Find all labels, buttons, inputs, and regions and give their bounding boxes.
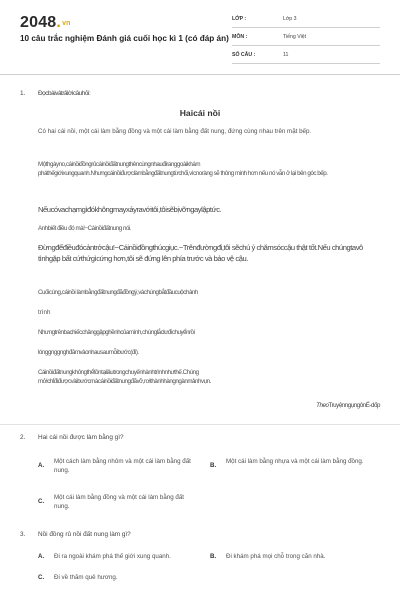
meta-row-class: LỚP : Lớp 3	[232, 10, 380, 28]
story-paragraph: Cáinồiđấtnungkhôngthểtồntạilâutrongchuyếnhànhtrìnhnhưthế.Chúng mởichỉđiđượcvàibướcmàcáinồiđấtnungđãvỡ,rơithànhhàngngànmảnhvụn.	[38, 369, 211, 385]
meta-table	[232, 10, 380, 64]
header	[0, 0, 400, 74]
worksheet-page: 2048.vn 10 câu trắc nghiệm Đánh giá cuối học kì 1 (có đáp án) LỚP : Lớp 3 MÔN : Tiếng Việt SỐ CÂU : 11 1. Đọcbàivàtrảlờicâuhỏi: Haicái nồi Có hai cái nồi, một cái làm bằng đồng và một cái làm bằng đất nung, đứng cùng nhau trên mặt bếp. Mộthgàyno,cáinồiđồngrủcáinồiđấtnungthêncùngnhauđiranggoàikhám pháthếgiớixungquanh.Nhưngcáinồiđượclàmbằngđấtnungtừchối,vìcnoràng sẽ thông minh hơn nếu nó vẫn ở lại bên góc bếp. Nếucóvachạmgìđókhôngmayxảyravớitôi,tôisẽbịvỡngaylậptức. Anhbiết điều đó mà!−Cáinồiđấtnung nói. Đừngđểđiềuđócảntrởcậu!−Cáinồiđồngthúcgiục.−Trênđườngđi,tôi sẽchú ý chămsóccậu thật tốt.Nếu chúngtavô tìnhgặp bất cứthứgìcứng hơn,tôi sẽ đứng lên phía trước và bảo vệ cậu. Cuốicùng,cáinồi làmbằngđấtnungđãđồngý,vàchúngbắtđầucuộchành trình Nhưngtrênbachiếcchânggậpghềnhcủamình,chúnglắclưđichuyểnrồi lónggnggnghđâmvàonhausaumỗibước(đi). Cáinồiđấtnungkhôngthểtồntạilâutrongchuyếnhànhtrìnhnhưthế.Chúng mởichỉđiđượcvàibướcmàcáinồiđấtnungđãvỡ,rơithànhhàngngànmảnhvụn. TheoTruyệnngụngônÉ-dốp 2. Hai cái nồi được làm bằng gì? A. Một cách làm bằng nhôm và một cái làm bằng đất nung. B. Một cái làm bằng nhựa và một cái làm bằng đồng. C. Một cái làm bằng đồng và một cái làm bằng đất nung. 3. Nồi đồng rủ nồi đất nung làm gì? A. Đi ra ngoài khám phá thế giới xung quanh. B. Đi khám phá mọi chỗ trong căn nhà. C. Đi về thăm quê hương.	[0, 0, 400, 600]
story-paragraph: lónggnggnghđâmvàonhausaumỗibước(đi).	[38, 349, 139, 356]
meta-row-subject: MÔN : Tiếng Việt	[232, 28, 380, 46]
story-paragraph: trình	[38, 309, 51, 316]
story-paragraph: Nếucóvachạmgìđókhôngmayxảyravớitôi,tôisẽbịvỡngaylậptức.	[38, 205, 222, 214]
question-instruction: Đọcbàivàtrảlờicâuhỏi:	[38, 90, 91, 97]
story-paragraph: Cuốicùng,cáinồi làmbằngđấtnungđãđồngý,vàchúngbắtđầucuộchành	[38, 289, 198, 296]
question-number: 3.	[20, 531, 26, 538]
story-paragraph: Anhbiết điều đó mà!−Cáinồiđấtnung nói.	[38, 225, 132, 232]
story-paragraph: Mộthgàyno,cáinồiđồngrủcáinồiđấtnungthêncùngnhauđiranggoàikhám pháthếgiớixungquanh.Nhưngcáinồiđượclàmbằngđấtnungtừchối,vìcnoràng sẽ thông minh hơn nếu nó vẫn ở lại bên góc bếp.	[38, 161, 328, 177]
story-title: Haicái nồi	[179, 108, 221, 118]
site-logo[interactable]: 2048.vn	[20, 14, 71, 31]
question-text: Nồi đồng rủ nồi đất nung làm gì?	[38, 531, 131, 538]
story-paragraph: Có hai cái nồi, một cái làm bằng đồng và một cái làm bằng đất nung, đứng cùng nhau trên mặt bếp.	[38, 128, 312, 135]
header-divider	[0, 74, 400, 75]
question-number: 2.	[20, 434, 26, 441]
document-title: 10 câu trắc nghiệm Đánh giá cuối học kì 1 (có đáp án)	[20, 34, 229, 43]
story-paragraph: Đừngđểđiềuđócảntrởcậu!−Cáinồiđồngthúcgiục.−Trênđườngđi,tôi sẽchú ý chămsóccậu thật tốt.Nếu chúngtavô tìnhgặp bất cứthứgìcứng hơn,tôi sẽ đứng lên phía trước và bảo vệ cậu.	[38, 243, 363, 263]
question-number: 1.	[20, 90, 26, 97]
story-source: TheoTruyệnngụngônÉ-dốp	[316, 402, 380, 409]
story-paragraph: Nhưngtrênbachiếcchânggậpghềnhcủamình,chúnglắclưđichuyểnrồi	[38, 329, 195, 336]
question-text: Hai cái nồi được làm bằng gì?	[38, 434, 124, 441]
section-divider	[0, 424, 400, 425]
meta-row-count: SỐ CÂU : 11	[232, 46, 380, 64]
